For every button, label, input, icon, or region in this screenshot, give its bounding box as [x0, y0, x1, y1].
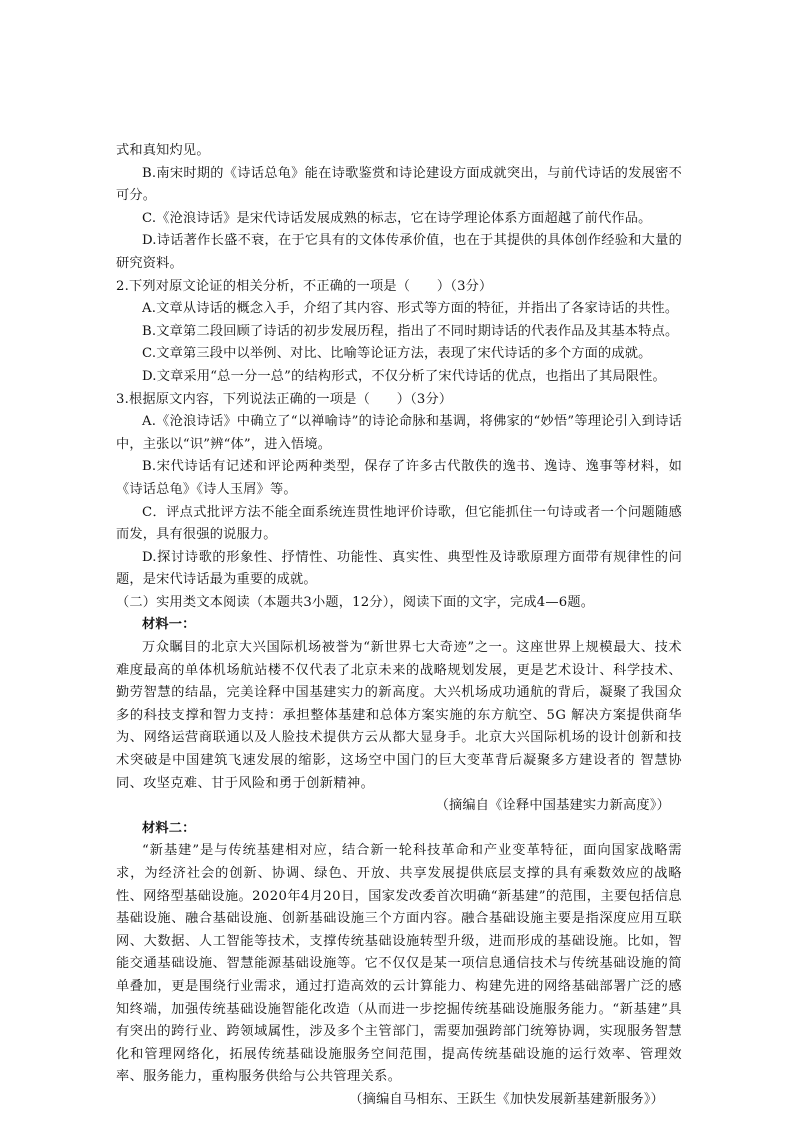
q3-stem: 3.根据原文内容，下列说法正确的一项是（ ）（3分） — [116, 391, 453, 407]
material-1-source: （摘编自《诠释中国基建实力新高度》） — [435, 798, 670, 814]
q3-option-a: A.《沧浪诗话》中确立了“以禅喻诗”的诗论命脉和基调，将佛家的“妙悟”等理论引入到诗话中，主张以“识”辨“体”，进入悟境。 — [116, 414, 682, 452]
material-2-title: 材料二： — [142, 820, 196, 836]
q2-option-b: B.文章第二段回顾了诗话的初步发展历程，指出了不同时期诗话的代表作品及其基本特点。 — [142, 323, 679, 339]
section-2-heading: （二）实用类文本阅读（本题共3小题，12分），阅读下面的文字，完成4—6题。 — [116, 594, 595, 610]
q2-stem: 2.下列对原文论证的相关分析，不正确的一项是（ ）（3分） — [116, 278, 493, 294]
q1-option-b: B.南宋时期的《诗话总龟》能在诗歌鉴赏和诗论建设方面成就突出，与前代诗话的发展密不可分。 — [116, 165, 682, 204]
exam-page — [116, 140, 682, 1112]
q3-option-b: B.宋代诗话有记述和评论两种类型，保存了许多古代散佚的逸书、逸诗、逸事等材料，如《诗话总龟》《诗人玉屑》等。 — [116, 459, 682, 497]
material-2-source: （摘编自马相东、王跃生《加快发展新基建新服务》） — [349, 1091, 664, 1107]
q1-option-c: C.《沧浪诗话》是宋代诗话发展成熟的标志，它在诗学理论体系方面超越了前代作品。 — [142, 210, 652, 226]
q3-option-c: C．评点式批评方法不能全面系统连贯性地评价诗歌，但它能抓住一句诗或者一个问题随感而发，具有很强的说服力。 — [116, 504, 682, 543]
material-1-title: 材料一： — [142, 617, 196, 633]
q3-option-d: D.探讨诗歌的形象性、抒情性、功能性、真实性、典型性及诗歌原理方面带有规律性的问题，是宋代诗话最为重要的成就。 — [116, 549, 682, 588]
q1-option-a-tail: 式和真知灼见。 — [116, 143, 210, 158]
material-2-body: “新基建”是与传统基建相对应，结合新一轮科技革命和产业变革特征，面向国家战略需求，为经济社会的创新、协调、绿色、开放、共享发展提供底层支撑的具有乘数效应的战略性、网络型基础设施。2020年4月20日，国家发改委首次明确“新基建”的范围，主要包括信息基础设施、融合基础设施、创新基础设施三个方面内容。融合基础设施主要是指深度应用互联网、大数据、人工智能等技术，支撑传统基础设施转型升级，进而形成的基础设施。比如，智能交通基础设施、智慧能源基础设施等。它不仅仅是某一项信息通信技术与传统基础设施的简单叠加，更是围绕行业需求，通过打造高效的云计算能力、构建先进的网络基础部署广泛的感知终端，加强传统基础设施智能化改造（从而进一步挖掘传统基础设施服务能力。“新基建”具有突出的跨行业、跨领域属性，涉及多个主管部门，需要加强跨部门统筹协调，实现服务智慧化和管理网络化，拓展传统基础设施服务空间范围，提高传统基础设施的运行效率、管理效率、服务能力，重构服务供给与公共管理关系。 — [116, 843, 682, 1085]
q1-option-d: D.诗话著作长盛不衰，在于它具有的文体传承价值，也在于其提供的具体创作经验和大量的研究资料。 — [116, 233, 682, 271]
q2-option-c: C.文章第三段中以举例、对比、比喻等论证方法，表现了宋代诗话的多个方面的成就。 — [142, 346, 652, 362]
material-1-body: 万众瞩目的北京大兴国际机场被誉为“新世界七大奇迹”之一。这座世界上规模最大、技术难度最高的单体机场航站楼不仅代表了北京未来的战略规划发展，更是艺术设计、科学技术、勤劳智慧的结晶，完美诠释中国基建实力的新高度。大兴机场成功通航的背后，凝聚了我国众多的科技支撑和智力支持：承担整体基建和总体方案实施的东方航空、5G 解决方案提供商华为、网络运营商联通以及人脸技术提供方云从都大显身手。北京大兴国际机场的设计创新和技术突破是中国建筑飞速发展的缩影，这场空中国门的巨大变革背后凝聚多方建设者的 智慧协同、攻坚克难、甘于风险和勇于创新精神。 — [116, 640, 682, 791]
q2-option-d: D.文章采用“总一分一总”的结构形式，不仅分析了宋代诗话的优点，也指出了其局限性。 — [142, 368, 666, 384]
q2-option-a: A.文章从诗话的概念入手，介绍了其内容、形式等方面的特征，并指出了各家诗话的共性。 — [142, 301, 679, 317]
